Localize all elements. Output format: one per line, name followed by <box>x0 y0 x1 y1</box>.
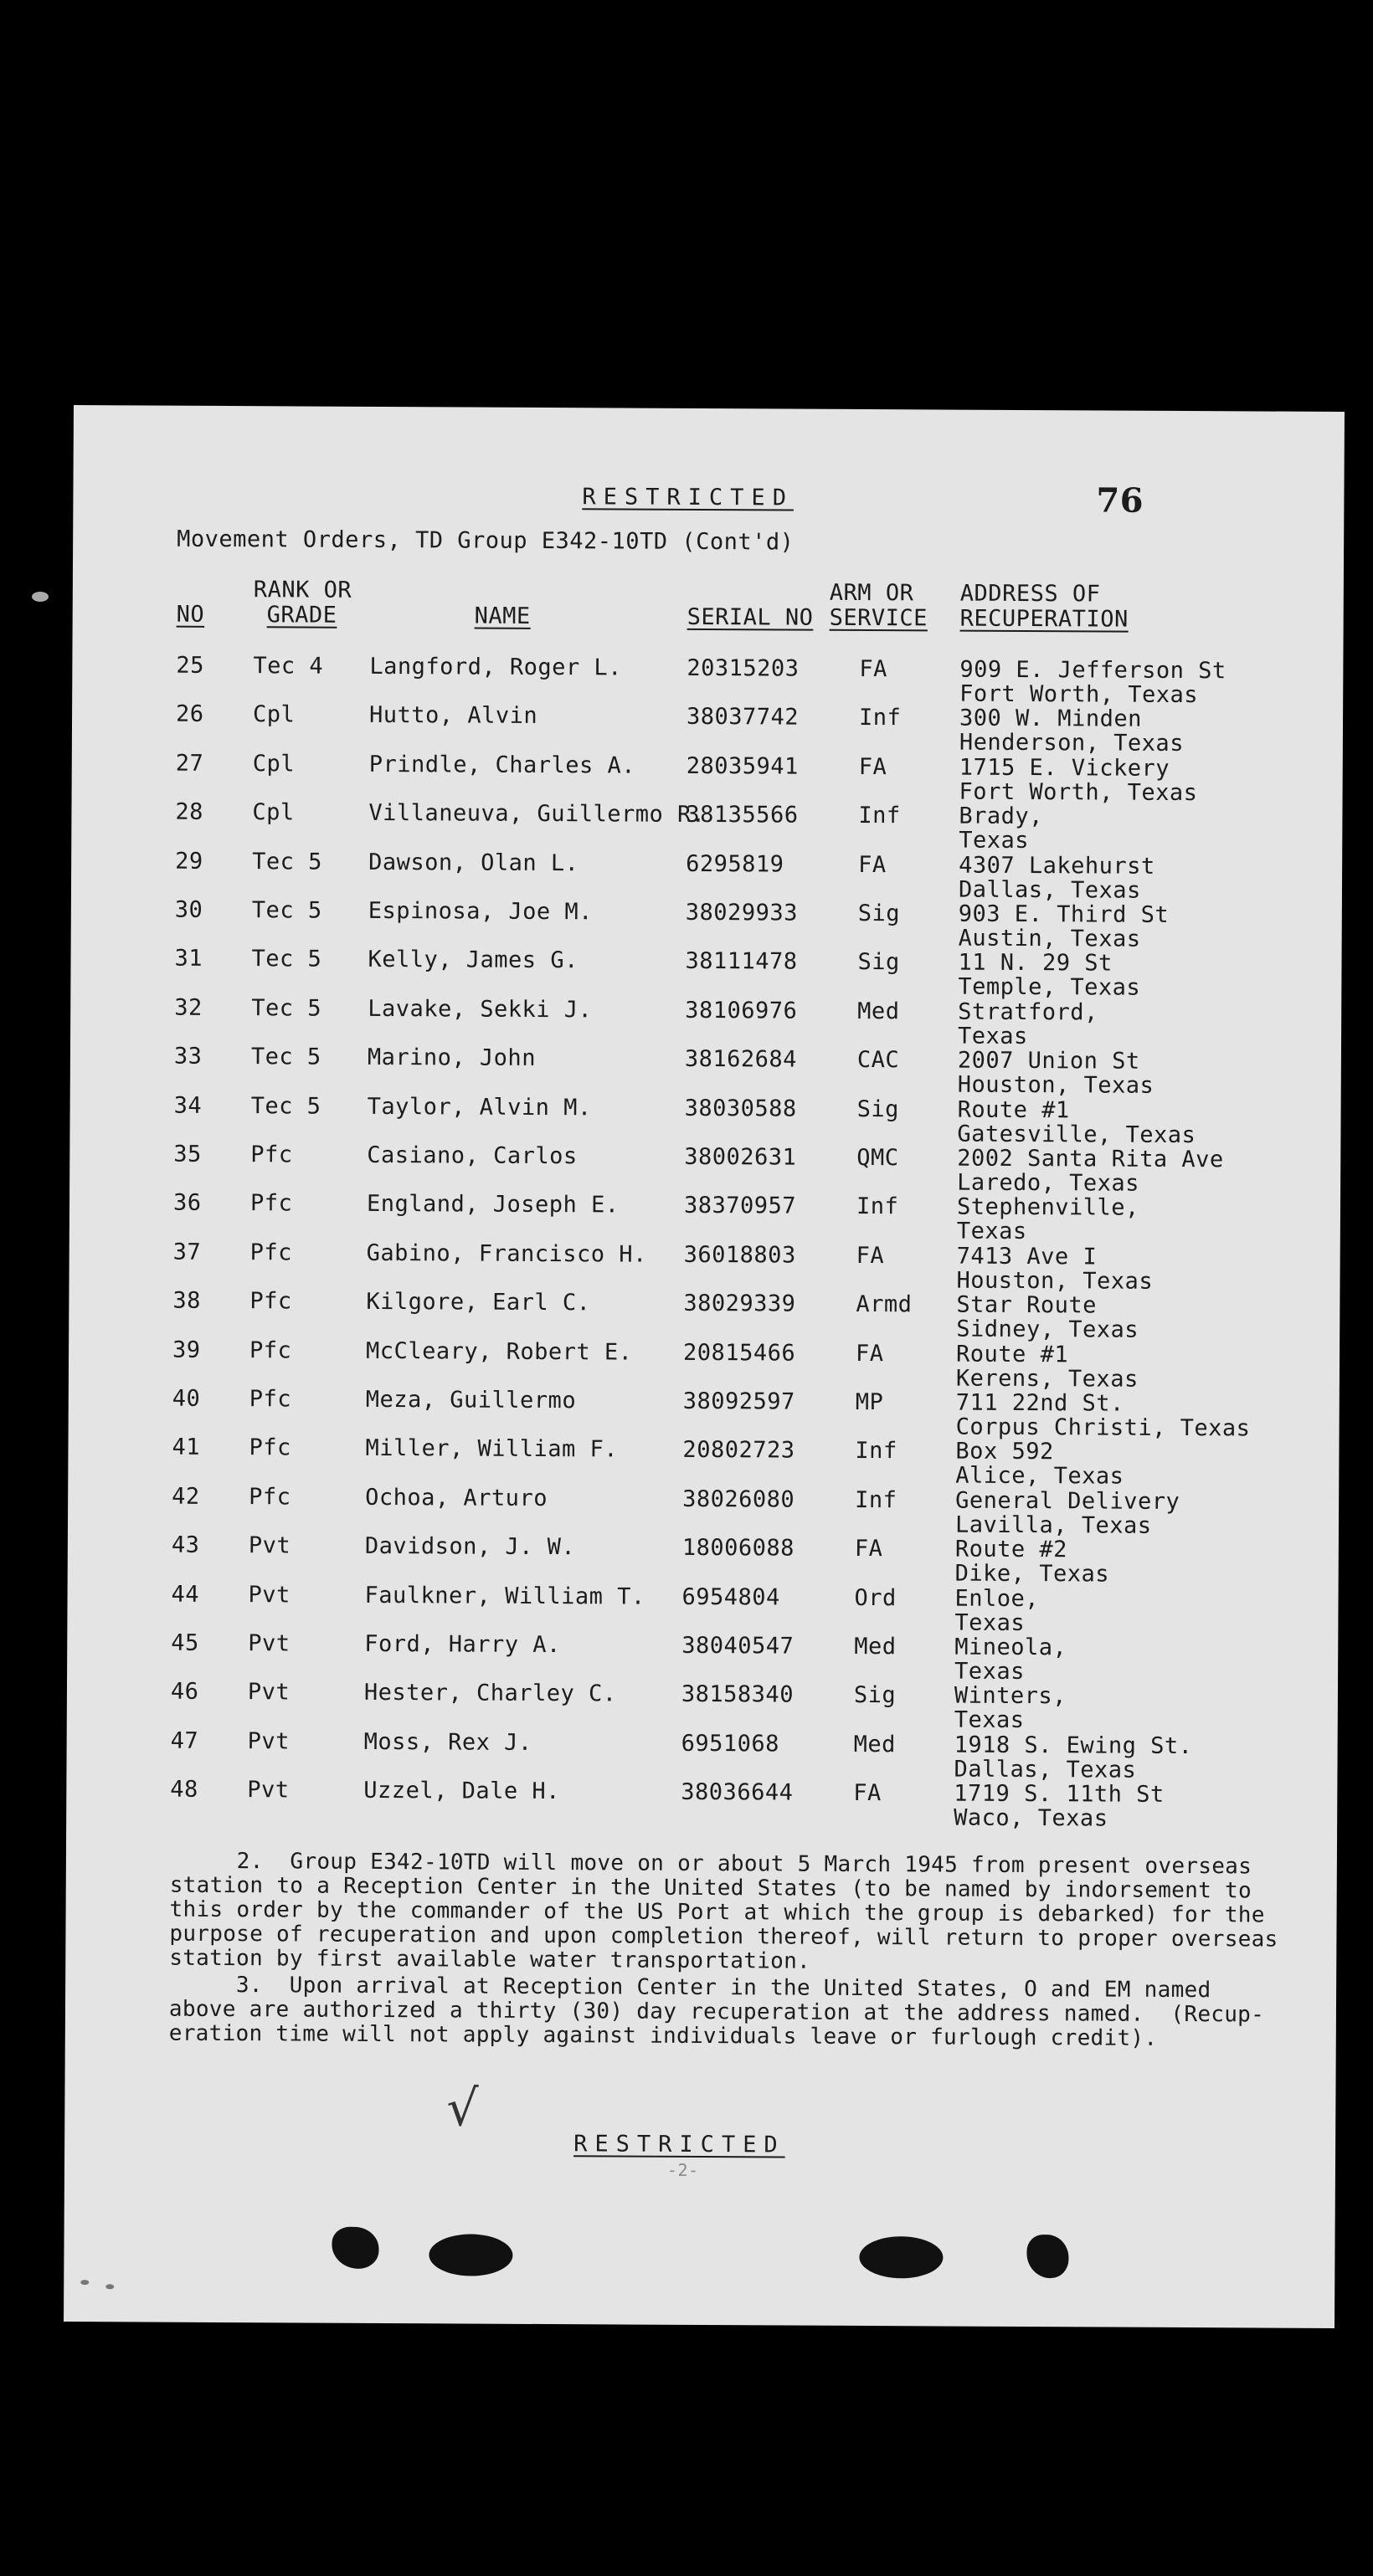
cell-addr2: Kerens, Texas <box>955 1365 1139 1393</box>
cell-rank: Pfc <box>249 1190 293 1217</box>
cell-addr1: Route #1 <box>956 1341 1069 1368</box>
cell-no: 29 <box>175 848 203 875</box>
cell-rank: Pfc <box>249 1337 292 1364</box>
cell-serial: 6951068 <box>681 1730 780 1758</box>
cell-arm: Sig <box>857 949 900 976</box>
cell-serial: 38158340 <box>681 1681 794 1708</box>
cell-serial: 6954804 <box>681 1583 780 1611</box>
cell-no: 38 <box>172 1287 201 1315</box>
paragraph-line: station to a Reception Center in the United States (to be named by indorsement to <box>169 1872 1252 1904</box>
cell-arm: Ord <box>854 1584 897 1611</box>
cell-serial: 20315203 <box>686 654 800 682</box>
cell-no: 33 <box>173 1043 203 1070</box>
cell-rank: Pfc <box>249 1386 292 1413</box>
cell-arm: Inf <box>856 1193 899 1220</box>
cell-serial: 20802723 <box>682 1437 795 1464</box>
cell-arm: Sig <box>853 1682 897 1709</box>
cell-addr1: 7413 Ave I <box>956 1243 1098 1270</box>
cell-addr2: Laredo, Texas <box>957 1169 1140 1197</box>
cell-no: 46 <box>170 1679 199 1706</box>
cell-name: Moss, Rex J. <box>363 1728 532 1756</box>
cell-rank: Tec 5 <box>251 994 322 1022</box>
cell-arm: QMC <box>856 1144 899 1172</box>
cell-addr2: Austin, Texas <box>958 925 1141 952</box>
cell-name: England, Joseph E. <box>366 1191 620 1219</box>
cell-serial: 38040547 <box>681 1632 794 1660</box>
cell-arm: FA <box>854 1536 883 1563</box>
cell-addr1: Enloe, <box>954 1585 1040 1612</box>
cell-addr2: Alice, Texas <box>955 1462 1124 1491</box>
cell-rank: Cpl <box>252 799 295 826</box>
punch-hole <box>859 2236 943 2279</box>
col-rank-line1: RANK OR <box>253 577 352 603</box>
cell-rank: Tec 4 <box>253 653 324 680</box>
cell-serial: 18006088 <box>681 1535 794 1562</box>
cell-serial: 38370957 <box>683 1193 797 1219</box>
cell-name: Kelly, James G. <box>368 947 579 974</box>
cell-name: Villaneuva, Guillermo R. <box>368 800 706 829</box>
cell-serial: 6295819 <box>686 850 784 878</box>
cell-addr1: Star Route <box>956 1291 1098 1319</box>
cell-rank: Pfc <box>249 1434 291 1461</box>
paragraph-line: above are authorized a thirty (30) day recuperation at the address named. (Recup- <box>168 1996 1265 2028</box>
cell-rank: Pvt <box>247 1679 291 1706</box>
cell-rank: Pvt <box>248 1581 291 1609</box>
speck <box>80 2280 89 2285</box>
cell-name: Taylor, Alvin M. <box>367 1093 592 1121</box>
cell-rank: Tec 5 <box>251 897 322 924</box>
paragraph-line: eration time will not apply against individuals leave or furlough credit). <box>168 2020 1158 2051</box>
cell-addr1: Box 592 <box>955 1438 1054 1465</box>
paragraph-line: purpose of recuperation and upon completion thereof, will return to proper overseas <box>169 1921 1278 1953</box>
cell-addr1: Winters, <box>954 1682 1067 1710</box>
cell-arm: MP <box>855 1388 884 1416</box>
cell-addr1: 903 E. Third St <box>958 901 1170 928</box>
cell-arm: Inf <box>858 705 902 731</box>
cell-serial: 38037742 <box>686 704 800 731</box>
punch-hole <box>429 2234 512 2276</box>
cell-no: 31 <box>174 946 203 972</box>
cell-addr1: 1719 S. 11th St <box>954 1780 1165 1809</box>
cell-name: Davidson, J. W. <box>364 1533 576 1561</box>
cell-serial: 38030588 <box>684 1095 797 1122</box>
cell-arm: FA <box>858 851 887 878</box>
col-serial: SERIAL NO <box>686 603 814 631</box>
cell-no: 36 <box>172 1190 202 1217</box>
cell-arm: FA <box>856 1340 884 1367</box>
col-no: NO <box>176 601 205 628</box>
cell-addr2: Waco, Texas <box>954 1804 1108 1832</box>
cell-serial: 38036644 <box>681 1779 794 1806</box>
cell-name: Ochoa, Arturo <box>365 1484 548 1511</box>
cell-rank: Pfc <box>249 1288 292 1315</box>
cell-serial: 38092597 <box>682 1388 795 1415</box>
cell-arm: FA <box>853 1780 882 1807</box>
document-subtitle: Movement Orders, TD Group E342-10TD (Cont'd) <box>177 526 794 556</box>
cell-addr2: Texas <box>954 1658 1025 1686</box>
cell-name: Kilgore, Earl C. <box>366 1289 591 1316</box>
cell-no: 41 <box>172 1434 201 1461</box>
cell-name: Marino, John <box>367 1044 537 1072</box>
cell-rank: Tec 5 <box>251 946 322 972</box>
cell-addr2: Texas <box>956 1218 1027 1245</box>
paragraph-line: 3. Upon arrival at Reception Center in the United States, O and EM named <box>169 1972 1211 2004</box>
cell-rank: Cpl <box>252 750 296 777</box>
paragraph-line: station by first available water transportation. <box>169 1945 811 1974</box>
cell-no: 37 <box>172 1239 202 1265</box>
cell-addr1: 1918 S. Ewing St. <box>954 1732 1193 1759</box>
cell-addr2: Sidney, Texas <box>956 1316 1139 1343</box>
cell-serial: 38026080 <box>682 1486 795 1513</box>
cell-addr1: 2002 Santa Rita Ave <box>957 1145 1224 1173</box>
punch-hole <box>1026 2235 1068 2278</box>
cell-no: 30 <box>174 896 203 923</box>
cell-no: 28 <box>175 798 204 826</box>
cell-arm: Inf <box>855 1438 897 1465</box>
cell-name: Meza, Guillermo <box>365 1386 577 1414</box>
cell-no: 39 <box>172 1337 201 1363</box>
cell-rank: Tec 5 <box>252 848 323 875</box>
cell-name: Prindle, Charles A. <box>368 751 636 779</box>
cell-addr2: Fort Worth, Texas <box>959 680 1199 709</box>
cell-addr2: Texas <box>957 1023 1028 1049</box>
cell-addr1: Stephenville, <box>956 1193 1139 1222</box>
cell-addr1: 711 22nd St. <box>955 1389 1124 1417</box>
page-number: 76 <box>1096 480 1144 521</box>
cell-name: Faulkner, William T. <box>364 1582 645 1610</box>
cell-addr2: Henderson, Texas <box>959 729 1185 757</box>
cell-addr2: Houston, Texas <box>956 1267 1154 1295</box>
col-arm-line2: SERVICE <box>829 604 928 632</box>
col-addr-line1: ADDRESS OF <box>959 580 1101 608</box>
cell-rank: Pfc <box>249 1239 293 1266</box>
cell-name: McCleary, Robert E. <box>366 1337 633 1366</box>
cell-no: 27 <box>175 750 204 777</box>
cell-rank: Pvt <box>247 1777 290 1804</box>
cell-name: Hester, Charley C. <box>363 1680 617 1707</box>
cell-no: 26 <box>175 701 204 728</box>
cell-no: 48 <box>170 1776 198 1804</box>
col-rank-line2: GRADE <box>266 602 337 629</box>
edge-mark <box>32 592 49 602</box>
cell-no: 43 <box>171 1532 200 1559</box>
cell-addr2: Lavilla, Texas <box>954 1511 1152 1539</box>
cell-no: 35 <box>173 1141 202 1167</box>
cell-name: Ford, Harry A. <box>364 1630 561 1659</box>
cell-no: 47 <box>170 1727 199 1754</box>
cell-addr1: 300 W. Minden <box>959 705 1142 733</box>
cell-name: Dawson, Olan L. <box>368 849 579 876</box>
cell-name: Casiano, Carlos <box>367 1142 578 1170</box>
cell-addr1: Stratford, <box>958 998 1098 1026</box>
cell-serial: 38029933 <box>685 899 798 926</box>
cell-serial: 38002631 <box>684 1143 797 1171</box>
cell-rank: Pvt <box>248 1532 291 1559</box>
cell-no: 40 <box>172 1385 201 1412</box>
cell-rank: Pfc <box>250 1142 293 1168</box>
cell-addr1: Brady, <box>959 803 1044 830</box>
paragraph-line: this order by the commander of the US Port at which the group is debarked) for the <box>169 1896 1265 1928</box>
speck <box>105 2284 114 2289</box>
cell-serial: 38029339 <box>683 1291 796 1317</box>
cell-arm: FA <box>856 1242 885 1269</box>
cell-rank: Pvt <box>247 1727 291 1755</box>
cell-rank: Cpl <box>252 701 296 728</box>
footer-classification: RESTRICTED <box>573 2131 785 2158</box>
cell-addr1: Route #1 <box>957 1096 1070 1123</box>
paragraph-line: 2. Group E342-10TD will move on or about 5 March 1945 from present overseas <box>169 1848 1252 1880</box>
punch-hole <box>332 2227 378 2269</box>
cell-serial: 20815466 <box>683 1339 796 1367</box>
cell-no: 42 <box>172 1483 200 1510</box>
cell-addr2: Fort Worth, Texas <box>959 778 1198 806</box>
cell-serial: 38106976 <box>685 997 798 1024</box>
cell-arm: Sig <box>857 900 901 927</box>
cell-arm: Inf <box>858 803 901 829</box>
cell-no: 32 <box>174 994 203 1021</box>
cell-name: Miller, William F. <box>365 1435 619 1463</box>
cell-addr2: Houston, Texas <box>957 1071 1154 1099</box>
cell-arm: CAC <box>856 1047 900 1074</box>
cell-rank: Tec 5 <box>250 1044 321 1070</box>
cell-serial: 38162684 <box>684 1046 798 1073</box>
cell-serial: 38135566 <box>686 802 799 829</box>
cell-arm: Med <box>854 1633 897 1660</box>
cell-addr1: Route #2 <box>954 1536 1067 1563</box>
cell-addr2: Texas <box>954 1706 1025 1734</box>
cell-serial: 28035941 <box>686 752 799 780</box>
cell-addr2: Texas <box>959 827 1030 854</box>
header-classification: RESTRICTED <box>582 484 794 511</box>
cell-addr1: 11 N. 29 St <box>958 949 1113 977</box>
cell-name: Espinosa, Joe M. <box>368 897 594 926</box>
cell-addr1: 909 E. Jefferson St <box>959 656 1226 685</box>
cell-name: Uzzel, Dale H. <box>363 1778 560 1805</box>
cell-rank: Tec 5 <box>250 1092 321 1120</box>
cell-name: Lavake, Sekki J. <box>368 995 593 1024</box>
cell-rank: Pfc <box>249 1483 291 1511</box>
cell-arm: Med <box>853 1731 897 1758</box>
cell-addr2: Corpus Christi, Texas <box>955 1414 1251 1442</box>
cell-addr1: General Delivery <box>955 1487 1180 1515</box>
col-arm-line1: ARM OR <box>829 579 914 607</box>
cell-serial: 36018803 <box>683 1241 796 1269</box>
cell-arm: Inf <box>855 1486 897 1514</box>
cell-addr2: Texas <box>954 1609 1026 1636</box>
footer-page-marker: -2- <box>666 2159 699 2180</box>
cell-arm: FA <box>859 655 887 683</box>
cell-arm: Sig <box>856 1096 899 1122</box>
cell-serial: 38111478 <box>685 948 798 975</box>
col-addr-line2: RECUPERATION <box>959 605 1129 633</box>
cell-name: Gabino, Francisco H. <box>366 1239 647 1268</box>
cell-addr2: Dallas, Texas <box>954 1756 1137 1783</box>
cell-addr2: Dallas, Texas <box>958 876 1141 904</box>
cell-rank: Pvt <box>248 1630 291 1657</box>
cell-addr1: Mineola, <box>954 1634 1067 1661</box>
cell-arm: Med <box>857 998 900 1025</box>
cell-addr1: 1715 E. Vickery <box>959 754 1170 782</box>
document-page <box>64 405 1345 2328</box>
col-name: NAME <box>474 603 531 629</box>
cell-no: 44 <box>171 1581 200 1608</box>
cell-addr1: 4307 Lakehurst <box>959 852 1155 880</box>
cell-arm: Armd <box>856 1291 913 1318</box>
cell-no: 25 <box>176 652 204 679</box>
cell-addr2: Temple, Texas <box>958 973 1141 1002</box>
cell-addr1: 2007 Union St <box>957 1047 1140 1075</box>
cell-name: Langford, Roger L. <box>369 653 623 681</box>
handwritten-checkmark: √ <box>446 2079 479 2138</box>
cell-addr2: Dike, Texas <box>954 1560 1110 1588</box>
cell-no: 45 <box>171 1629 199 1656</box>
cell-no: 34 <box>173 1092 203 1119</box>
cell-name: Hutto, Alvin <box>368 702 538 730</box>
cell-arm: FA <box>858 753 887 780</box>
cell-addr2: Gatesville, Texas <box>957 1121 1196 1148</box>
